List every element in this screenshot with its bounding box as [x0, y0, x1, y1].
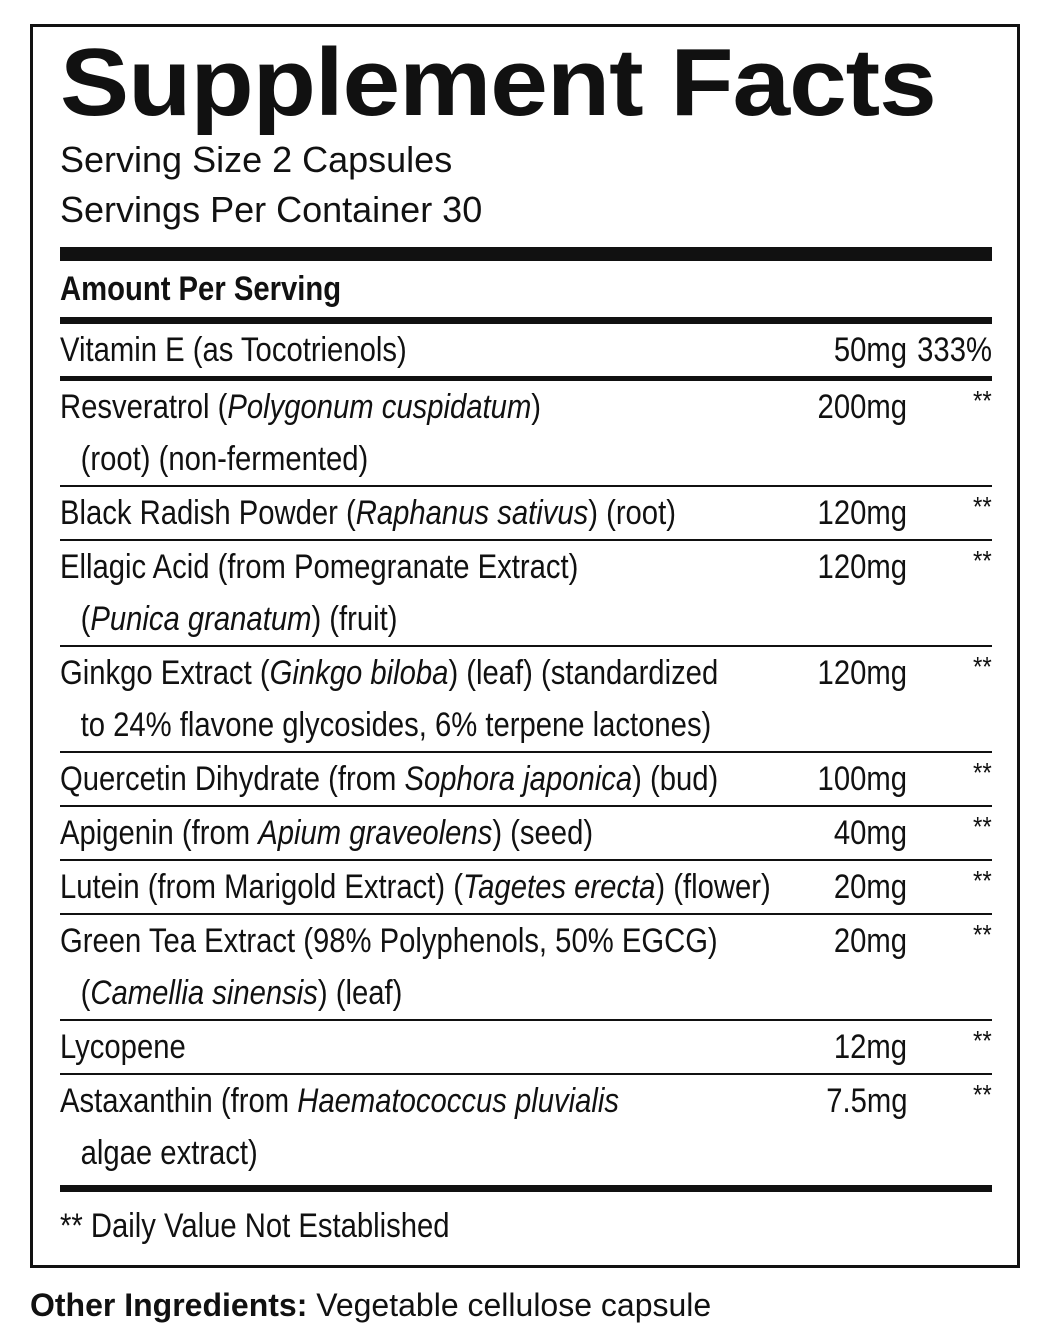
ingredient-name-line: algae extract) — [80, 1134, 258, 1172]
ingredient-row — [60, 381, 992, 487]
ingredient-daily-value: ** — [973, 811, 992, 842]
supplement-facts-panel — [30, 24, 1020, 1268]
ingredient-name-line: Ellagic Acid (from Pomegranate Extract) — [60, 548, 579, 586]
servings-per-container: Servings Per Container 30 — [60, 189, 483, 230]
ingredient-name-line: Ginkgo Extract (Ginkgo biloba) (leaf) (standardized — [60, 654, 719, 692]
ingredient-amount: 40mg — [833, 814, 907, 852]
ingredient-name-line: Resveratrol (Polygonum cuspidatum) — [60, 388, 542, 426]
ingredient-row — [60, 1075, 992, 1179]
ingredient-daily-value: ** — [973, 757, 992, 788]
ingredient-name-line: (Camellia sinensis) (leaf) — [80, 974, 403, 1012]
ingredient-name-line: Black Radish Powder (Raphanus sativus) (root) — [60, 494, 676, 532]
ingredient-row — [60, 915, 992, 1021]
ingredient-amount: 120mg — [817, 494, 907, 532]
ingredient-amount: 120mg — [817, 654, 907, 692]
serving-size: Serving Size 2 Capsules — [60, 139, 453, 180]
daily-value-footnote: ** Daily Value Not Established — [60, 1207, 450, 1245]
ingredient-name-line: Apigenin (from Apium graveolens) (seed) — [60, 814, 594, 852]
nutrient-daily-value: 333% — [917, 331, 992, 369]
ingredient-name-line: (root) (non-fermented) — [80, 440, 369, 478]
other-ingredients — [30, 1283, 711, 1327]
ingredient-daily-value: ** — [973, 491, 992, 522]
ingredient-amount: 12mg — [833, 1028, 907, 1066]
ingredient-amount: 120mg — [817, 548, 907, 586]
ingredient-name-line: Quercetin Dihydrate (from Sophora japonica) (bud) — [60, 760, 719, 798]
ingredient-name-line: Green Tea Extract (98% Polyphenols, 50% EGCG) — [60, 922, 718, 960]
panel-title: Supplement Facts — [60, 29, 936, 136]
ingredient-daily-value: ** — [973, 385, 992, 416]
ingredient-amount: 7.5mg — [825, 1082, 907, 1120]
ingredient-daily-value: ** — [973, 651, 992, 682]
ingredient-row — [60, 1021, 992, 1075]
ingredient-name-line: Astaxanthin (from Haematococcus pluvialis — [60, 1082, 620, 1120]
ingredient-name-line: Lycopene — [60, 1028, 186, 1066]
ingredient-daily-value: ** — [973, 919, 992, 950]
other-ingredients-label: Other Ingredients: — [30, 1287, 308, 1323]
ingredient-row — [60, 861, 992, 915]
ingredient-amount: 20mg — [833, 868, 907, 906]
ingredient-row — [60, 487, 992, 541]
nutrient-amount: 50mg — [833, 331, 907, 369]
nutrient-row-vitamin-e — [60, 324, 992, 381]
ingredient-row — [60, 647, 992, 753]
ingredient-daily-value: ** — [973, 545, 992, 576]
ingredient-daily-value: ** — [973, 1079, 992, 1110]
ingredient-amount: 200mg — [817, 388, 907, 426]
ingredient-daily-value: ** — [973, 865, 992, 896]
amount-per-serving-header: Amount Per Serving — [60, 270, 342, 308]
ingredient-amount: 100mg — [817, 760, 907, 798]
ingredient-name-line: to 24% flavone glycosides, 6% terpene lactones) — [80, 706, 712, 744]
ingredient-row — [60, 807, 992, 861]
nutrient-name: Vitamin E (as Tocotrienols) — [60, 331, 407, 369]
ingredient-amount: 20mg — [833, 922, 907, 960]
ingredient-row — [60, 541, 992, 647]
ingredient-name-line: Lutein (from Marigold Extract) (Tagetes erecta) (flower) — [60, 868, 771, 906]
divider-medium — [60, 317, 992, 324]
divider-medium — [60, 1185, 992, 1192]
ingredient-daily-value: ** — [973, 1025, 992, 1056]
other-ingredients-text: Vegetable cellulose capsule — [307, 1287, 712, 1323]
ingredient-name-line: (Punica granatum) (fruit) — [80, 600, 398, 638]
ingredient-row — [60, 753, 992, 807]
divider-thick — [60, 247, 992, 261]
